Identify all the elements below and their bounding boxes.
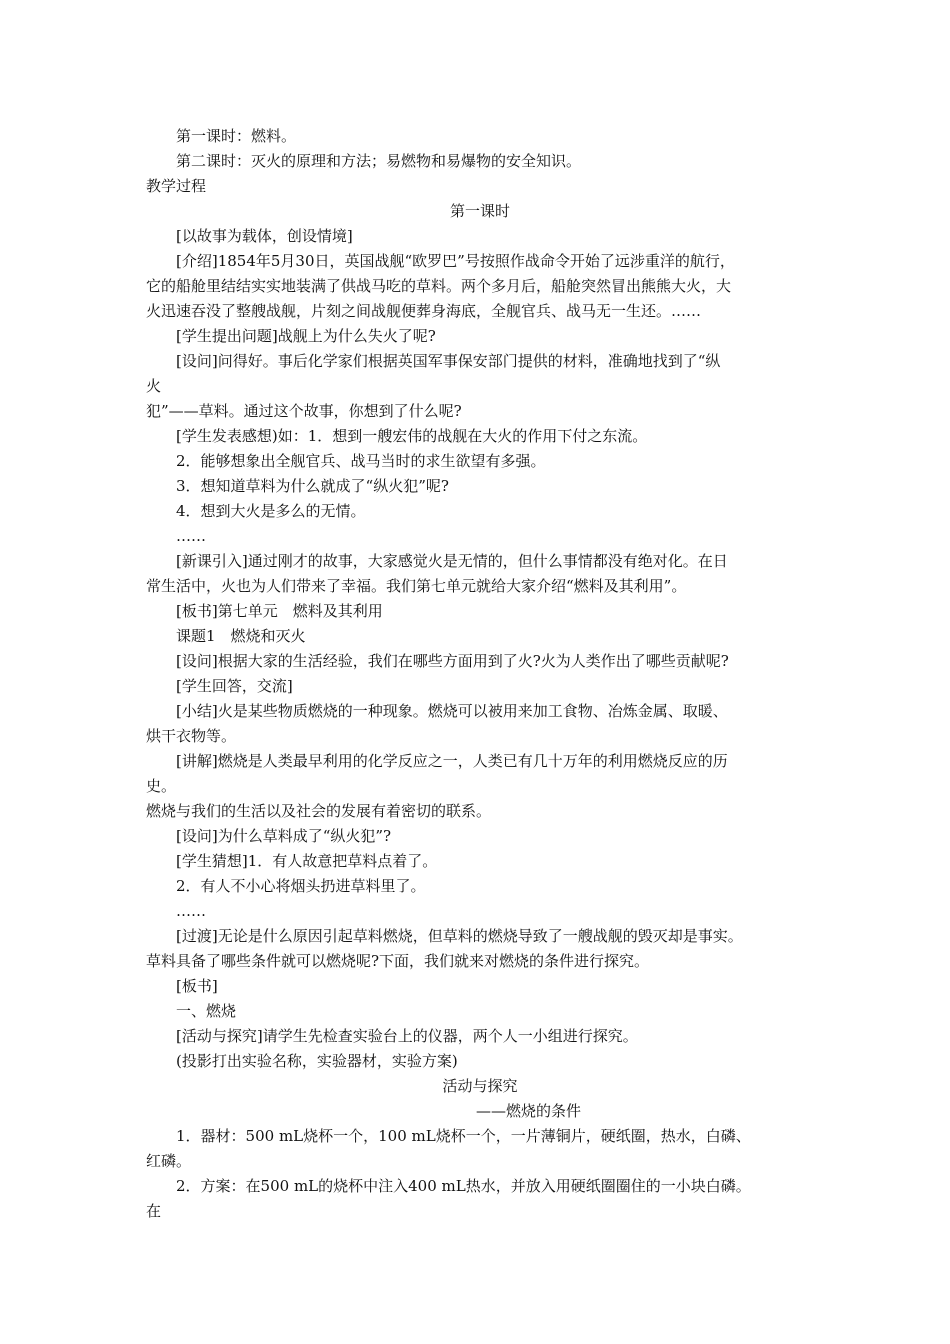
text-line: [板书]第七单元 燃料及其利用 bbox=[176, 602, 383, 620]
text-line: [板书] bbox=[176, 977, 218, 995]
text-line: 烘干衣物等。 bbox=[146, 727, 237, 745]
text-line: 它的船舱里结结实实地装满了供战马吃的草料。两个多月后，船舱突然冒出熊熊大火，大 bbox=[146, 277, 732, 295]
text-line: 火 bbox=[146, 377, 162, 395]
text-line: [过渡]无论是什么原因引起草料燃烧，但草料的燃烧导致了一艘战舰的毁灭却是事实。 bbox=[176, 927, 743, 945]
text-line: [设问]根据大家的生活经验，我们在哪些方面用到了火?火为人类作出了哪些贡献呢? bbox=[176, 652, 729, 670]
text-line: 犯”——草料。通过这个故事，你想到了什么呢? bbox=[146, 402, 462, 420]
text-line: 在 bbox=[146, 1202, 162, 1220]
text-line: [学生回答，交流] bbox=[176, 677, 293, 695]
text-line: (投影打出实验名称，实验器材，实验方案) bbox=[176, 1052, 458, 1070]
text-line: …… bbox=[176, 527, 206, 545]
text-line: [学生提出问题]战舰上为什么失火了呢? bbox=[176, 327, 436, 345]
text-line: [学生发表感想)如：1．想到一艘宏伟的战舰在大火的作用下付之东流。 bbox=[176, 427, 648, 445]
text-line: 第一课时 bbox=[449, 202, 510, 220]
text-line: ——燃烧的条件 bbox=[476, 1102, 582, 1120]
text-line: [新课引入]通过刚才的故事，大家感觉火是无情的，但什么事情都没有绝对化。在日 bbox=[176, 552, 728, 570]
text-line: 第一课时：燃料。 bbox=[176, 127, 297, 145]
text-line: [小结]火是某些物质燃烧的一种现象。燃烧可以被用来加工食物、冶炼金属、取暖、 bbox=[176, 702, 728, 720]
text-line: 4．想到大火是多么的无情。 bbox=[176, 502, 366, 520]
text-line: 燃烧与我们的生活以及社会的发展有着密切的联系。 bbox=[146, 802, 492, 820]
text-line: 火迅速吞没了整艘战舰，片刻之间战舰便葬身海底，全舰官兵、战马无一生还。…… bbox=[146, 302, 702, 320]
text-line: 3．想知道草料为什么就成了“纵火犯”呢? bbox=[176, 477, 449, 495]
text-line: 2．方案：在500 mL的烧杯中注入400 mL热水，并放入用硬纸圈圈住的一小块白磷。 bbox=[176, 1177, 751, 1195]
text-line: [设问]问得好。事后化学家们根据英国军事保安部门提供的材料，准确地找到了“纵 bbox=[176, 352, 721, 370]
text-line: 2．能够想象出全舰官兵、战马当时的求生欲望有多强。 bbox=[176, 452, 546, 470]
text-line: 草料具备了哪些条件就可以燃烧呢?下面，我们就来对燃烧的条件进行探究。 bbox=[146, 952, 650, 970]
text-line: …… bbox=[176, 902, 206, 920]
text-line: 一、燃烧 bbox=[176, 1002, 237, 1020]
text-line: [设问]为什么草料成了“纵火犯”? bbox=[176, 827, 392, 845]
text-line: [学生猜想]1．有人故意把草料点着了。 bbox=[176, 852, 438, 870]
text-line: [讲解]燃烧是人类最早利用的化学反应之一，人类已有几十万年的利用燃烧反应的历 bbox=[176, 752, 728, 770]
document-body bbox=[146, 124, 814, 1224]
text-line: 史。 bbox=[146, 777, 177, 795]
text-line: 活动与探究 bbox=[442, 1077, 518, 1095]
text-line: [以故事为载体，创设情境] bbox=[176, 227, 353, 245]
text-line: 红磷。 bbox=[146, 1152, 192, 1170]
text-line: 教学过程 bbox=[146, 177, 207, 195]
text-line: [活动与探究]请学生先检查实验台上的仪器，两个人一小组进行探究。 bbox=[176, 1027, 638, 1045]
text-line: 2．有人不小心将烟头扔进草料里了。 bbox=[176, 877, 426, 895]
text-line: 课题1 燃烧和灭火 bbox=[176, 627, 306, 645]
text-line: 第二课时：灭火的原理和方法；易燃物和易爆物的安全知识。 bbox=[176, 152, 582, 170]
text-line: 常生活中，火也为人们带来了幸福。我们第七单元就给大家介绍“燃料及其利用”。 bbox=[146, 577, 687, 595]
text-line: 1．器材：500 mL烧杯一个，100 mL烧杯一个，一片薄铜片，硬纸圈，热水，白磷、 bbox=[176, 1127, 751, 1145]
text-line: [介绍]1854年5月30日，英国战舰“欧罗巴”号按照作战命令开始了远涉重洋的航行， bbox=[176, 252, 735, 270]
